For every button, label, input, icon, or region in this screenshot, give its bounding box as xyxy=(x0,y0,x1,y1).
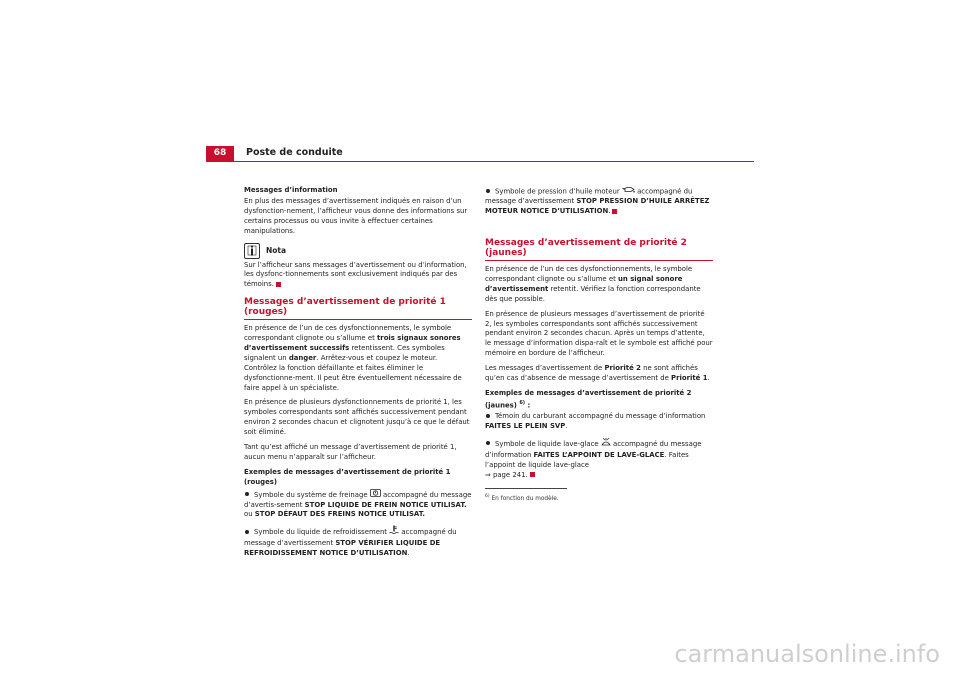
bullet-fuel: Témoin du carburant accompagné du message d’information FAITES LE PLEIN SVP. xyxy=(485,412,706,430)
bullet-dot xyxy=(245,530,249,534)
right-column xyxy=(485,186,713,486)
priority1-paragraph-2: En présence de plusieurs dysfonctionnements de priorité 1, les symboles correspondants sont affichés successivement pendant environ 2 secondes chacun et clignotent jusqu’à ce que le défaut soit éliminé. xyxy=(244,398,470,437)
priority1-examples-heading: Exemples de messages d’avertissement de priorité 1 (rouges) xyxy=(244,467,451,486)
oil-pressure-icon xyxy=(622,186,635,197)
priority1-paragraph-3: Tant qu’est affiché un message d’avertissement de priorité 1, aucun menu n’apparaît sur l’afficheur. xyxy=(244,443,457,461)
left-column xyxy=(244,186,472,564)
priority1-paragraph-1: En présence de l’un de ces dysfonctionnements, le symbole correspondant clignote ou s’allume et trois signaux sonores d’avertissement successifs retentissent. Ces symboles signalent un danger. Arrêtez-vous et coupez le moteur. Contrôlez la fonction défaillante et faites éliminer le dysfonctionne-ment. Il peut être éventuellement nécessaire de faire appel à un spécialiste. xyxy=(244,324,462,392)
footnote-rule xyxy=(485,488,567,489)
bullet-dot xyxy=(245,492,249,496)
section-priority-1-title: Messages d’avertissement de priorité 1 (rouges) xyxy=(244,298,472,320)
end-mark xyxy=(530,472,535,477)
bullet-coolant: Symbole du liquide de refroidissement accompagné du message d’avertissement STOP VÉRIFIER LIQUIDE DE REFROIDISSEMENT NOTICE D’UTILISATION. xyxy=(244,525,472,559)
washer-fluid-icon xyxy=(601,437,611,451)
priority2-paragraph-2: En présence de plusieurs messages d’avertissement de priorité 2, les symboles correspondants sont affichés successivement pendant environ 2 secondes chacun. Après un temps d’attente, le message d’information dispa-raît et le symbole est affiché pour mémoire en bordure de l’afficheur. xyxy=(485,309,713,358)
priority2-paragraph-3: Les messages d’avertissement de Priorité 2 ne sont affichés qu’en cas d’absence de message d’avertissement de Priorité 1. xyxy=(485,364,710,383)
page-reference-link[interactable]: ⇒ page 241. xyxy=(485,470,528,479)
bullet-dot xyxy=(486,414,490,418)
watermark: carmanualsonline.info xyxy=(674,640,940,668)
info-heading: Messages d’information xyxy=(244,186,338,194)
bullet-oil-pressure: Symbole de pression d’huile moteur accompagné du message d’avertissement STOP PRESSION D’HUILE ARRÊTEZ MOTEUR NOTICE D’UTILISATION. xyxy=(485,187,710,216)
end-mark xyxy=(276,282,281,287)
running-title: Poste de conduite xyxy=(246,147,343,158)
nota-icon xyxy=(244,243,260,259)
bullet-washer-fluid: Symbole de liquide lave-glace accompagné du message d’information FAITES L’APPOINT DE LAVE-GLACE. Faites l’appoint de liquide lave-glace ⇒ page 241. xyxy=(485,437,713,481)
section-priority-2-title: Messages d’avertissement de priorité 2 (jaunes) xyxy=(485,239,713,261)
coolant-icon xyxy=(389,525,399,539)
nota-title: Nota xyxy=(266,245,287,255)
priority2-examples-heading: Exemples de messages d’avertissement de priorité 2 (jaunes) $^{6)}$ : xyxy=(485,388,692,410)
bullet-brake: Symbole du système de freinage accompagné du message d’avertis-sement STOP LIQUIDE DE FREIN NOTICE UTILISAT. ou STOP DÉFAUT DES FREINS NOTICE UTILISAT. xyxy=(244,490,472,519)
end-mark xyxy=(612,209,617,214)
header-rule xyxy=(206,161,754,162)
info-text: En plus des messages d’avertissement indiqués en raison d’un dysfonction-nement, l’afficheur vous donne des informations sur certains processus ou vous invite à effectuer certaines manipulations. xyxy=(244,196,468,235)
footnote: $^{6)}$ En fonction du modèle. xyxy=(485,494,559,502)
nota-text: Sur l’afficheur sans messages d’avertissement ou d’information, les dysfonc-tionnements sont exclusivement indiqués par des témoins. xyxy=(244,260,467,289)
page-number: 68 xyxy=(206,146,234,161)
footnote-ref[interactable]: 6) xyxy=(519,399,526,406)
bullet-dot xyxy=(486,189,490,193)
bullet-dot xyxy=(486,441,490,445)
brake-icon xyxy=(370,489,381,501)
nota-header xyxy=(244,243,472,259)
priority2-paragraph-1: En présence de l’un de ces dysfonctionnements, le symbole correspondant clignote ou s’allume et un signal sonore d’avertissement retentit. Vérifiez la fonction correspondante dès que possible. xyxy=(485,264,701,303)
